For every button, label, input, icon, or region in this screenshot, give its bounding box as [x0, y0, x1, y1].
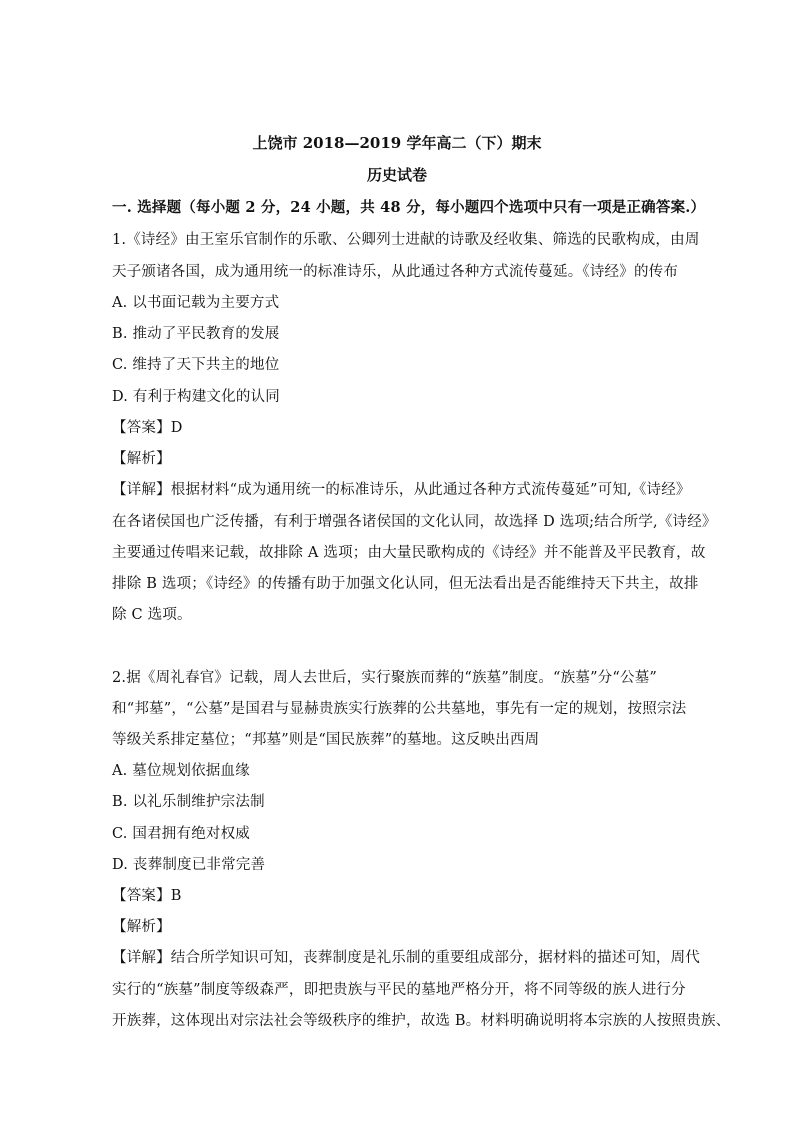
q2-detail-line-2: 实行的“族墓”制度等级森严，即把贵族与平民的墓地严格分开，将不同等级的族人进行分	[112, 982, 686, 998]
q1-option-d: D. 有利于构建文化的认同	[112, 389, 280, 405]
q1-stem-line-1: 1.《诗经》由王室乐官制作的乐歌、公卿列士进献的诗歌及经收集、筛选的民歌构成，由周	[112, 232, 700, 248]
q2-option-c: C. 国君拥有绝对权威	[112, 826, 250, 842]
q2-option-a: A. 墓位规划依据血缘	[112, 763, 250, 779]
document-title: 上饶市 2018—2019 学年高二（下）期末	[252, 134, 542, 152]
q2-detail-line-1: 【详解】结合所学知识可知，丧葬制度是礼乐制的重要组成部分，据材料的描述可知，周代	[112, 950, 700, 966]
q2-option-b: B. 以礼乐制维护宗法制	[112, 794, 265, 810]
document-subtitle: 历史试卷	[366, 166, 427, 184]
q2-analysis-label: 【解析】	[112, 919, 171, 935]
q1-option-c: C. 维持了天下共主的地位	[112, 357, 280, 373]
q2-stem-line-3: 等级关系排定墓位；“邦墓”则是“国民族葬”的墓地。这反映出西周	[112, 732, 540, 748]
q2-answer: 【答案】B	[112, 888, 182, 904]
q2-option-d: D. 丧葬制度已非常完善	[112, 857, 266, 873]
q1-detail-line-1: 【详解】根据材料“成为通用统一的标准诗乐，从此通过各种方式流传蔓延”可知,《诗经》	[112, 482, 691, 498]
q2-stem-line-1: 2.据《周礼春官》记载，周人去世后，实行聚族而葬的“族墓”制度。“族墓”分“公墓”	[112, 670, 658, 686]
q1-detail-line-2: 在各诸侯国也广泛传播，有利于增强各诸侯国的文化认同，故选择 D 选项;结合所学,《诗经》	[112, 514, 717, 530]
q2-detail-line-3: 开族葬，这体现出对宗法社会等级秩序的维护，故选 B。材料明确说明将本宗族的人按照贵族、	[112, 1013, 731, 1029]
section-heading: 一. 选择题（每小题 2 分，24 小题，共 48 分，每小题四个选项中只有一项是正确答案.）	[112, 199, 706, 216]
q1-analysis-label: 【解析】	[112, 451, 171, 467]
q1-answer: 【答案】D	[112, 420, 183, 436]
q1-stem-line-2: 天子颁诸各国，成为通用统一的标准诗乐，从此通过各种方式流传蔓延。《诗经》的传布	[112, 264, 679, 280]
q1-detail-line-3: 主要通过传唱来记载，故排除 A 选项；由大量民歌构成的《诗经》并不能普及平民教育，故	[112, 545, 706, 561]
q2-stem-line-2: 和“邦墓”，“公墓”是国君与显赫贵族实行族葬的公共墓地，事先有一定的规划，按照宗法	[112, 701, 687, 717]
q1-detail-line-5: 除 C 选项。	[112, 607, 192, 623]
q1-detail-line-4: 排除 B 选项；《诗经》的传播有助于加强文化认同，但无法看出是否能维持天下共主，故排	[112, 576, 699, 592]
q1-option-a: A. 以书面记载为主要方式	[112, 295, 280, 311]
q1-option-b: B. 推动了平民教育的发展	[112, 326, 280, 342]
